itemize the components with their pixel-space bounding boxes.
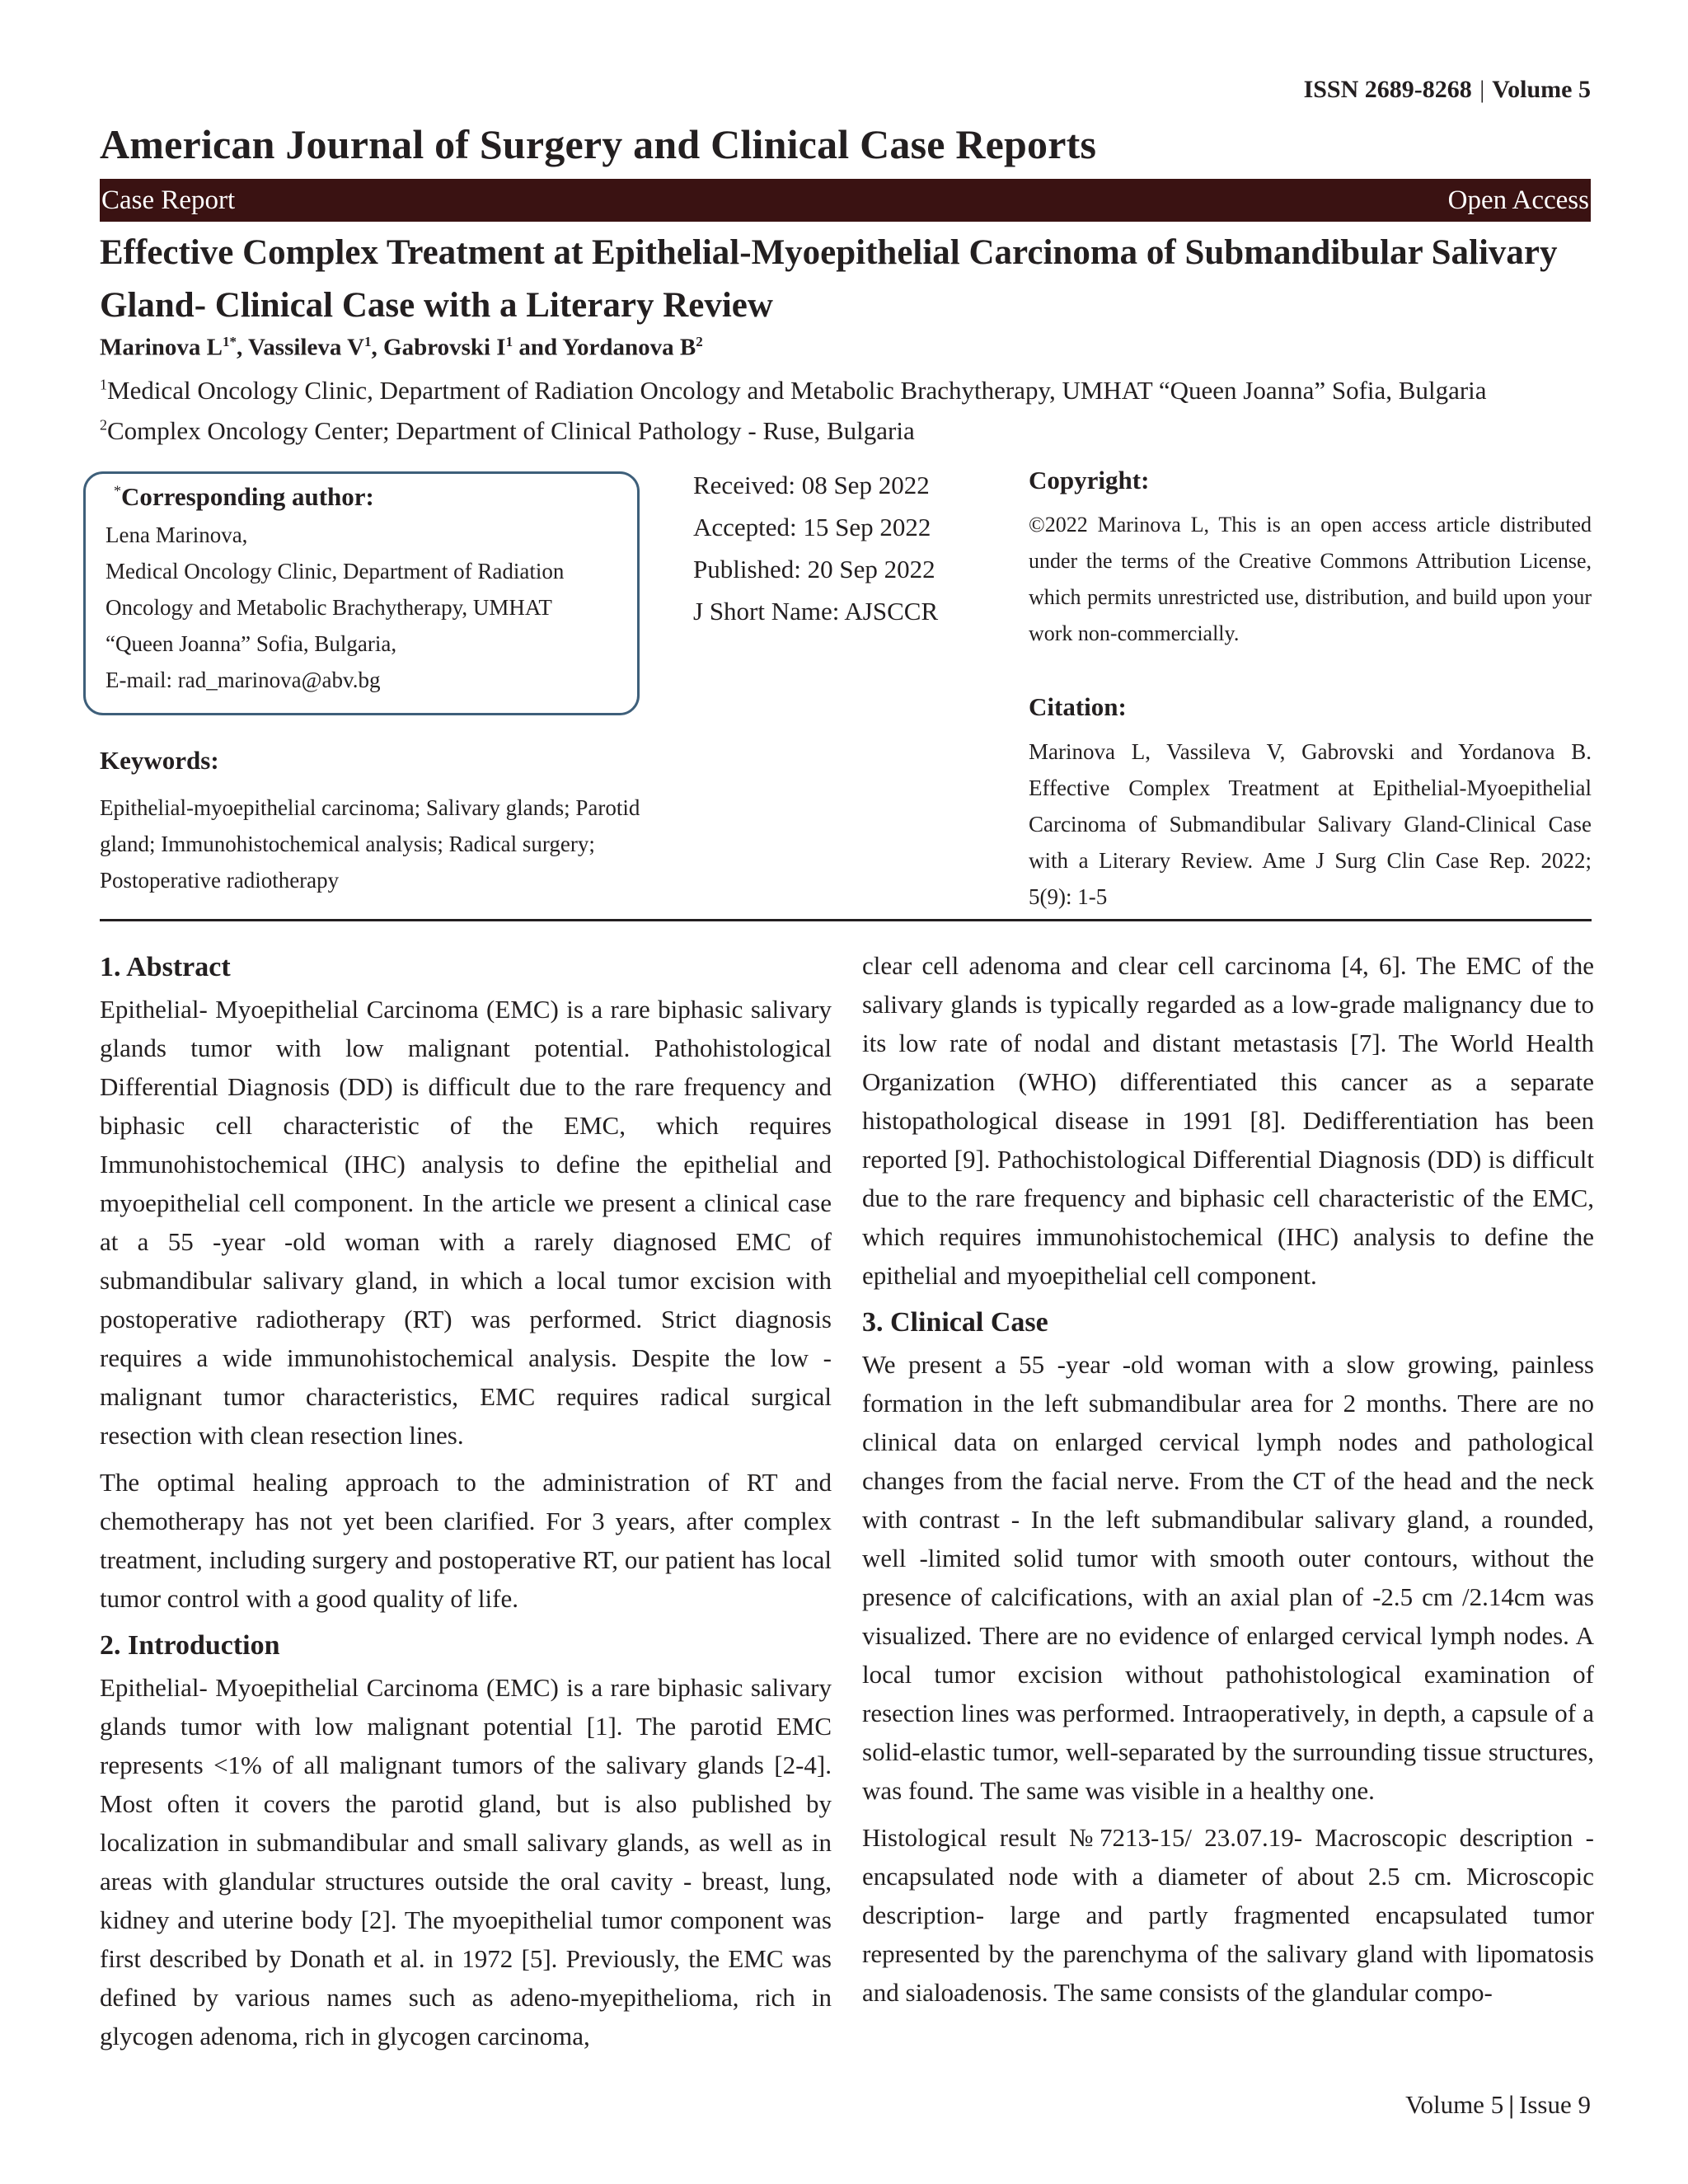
section-divider bbox=[100, 919, 1592, 921]
published-date: Published: 20 Sep 2022 bbox=[693, 555, 935, 583]
copyright-heading: Copyright: bbox=[1029, 466, 1150, 494]
abstract-paragraph: Epithelial- Myoepithelial Carcinoma (EMC) is a rare biphasic salivary glands tumor with low malignant potential. Pathohistological Differential Diagnosis (DD) is difficult due to the rare frequency and biphasic cell characteristic of the EMC, which requires Immunohistochemical (IHC) analysis to define the epithelial and myoepithelial cell component. In the article we present a clinical case at a 55 -year -old woman with a rarely diagnosed EMC of submandibular salivary gland, in which a local tumor excision with postoperative radiotherapy (RT) was performed. Strict diagnosis requires a wide immunohistochemical analysis. Despite the low -malignant tumor characteristics, EMC requires radical surgical resection with clean resection lines. bbox=[100, 995, 832, 1450]
author-name: Gabrovski I bbox=[383, 334, 506, 361]
clinical-case-paragraph: We present a 55 -year -old woman with a slow growing, painless formation in the left submandibular area for 2 months. There are no clinical data on enlarged cervical lymph nodes and pathological changes from the facial nerve. From the CT of the head and the neck with contrast - In the left submandibular salivary gland, a rounded, well -limited solid tumor with smooth outer contours, without the presence of calcifications, with an axial plan of -2.5 cm /2.14cm was visualized. There are no evidence of enlarged cervical lymph nodes. A local tumor excision without pathohistological examination of resection lines was performed. Intraoperatively, in depth, a capsule of a solid-elastic tumor, well-separated by the surrounding tissue structures, was found. The same was visible in a healthy one. bbox=[862, 1350, 1594, 1805]
corresponding-author-address-line: “Queen Joanna” Sofia, Bulgaria, bbox=[106, 631, 397, 656]
clinical-case-paragraph: Histological result №7213-15/ 23.07.19- Macroscopic description - encapsulated node with a diameter of about 2.5 cm. Microscopic description- large and partly fragmented encapsulated tumor represented by the parenchyma of the salivary gland with lipomatosis and sialoadenosis. The same consists of the glandular compo- bbox=[862, 1823, 1594, 2007]
author-affiliation-mark: 2 bbox=[696, 334, 703, 349]
issn-volume-header bbox=[1304, 76, 1591, 104]
abstract-heading: 1. Abstract bbox=[100, 952, 231, 982]
issn-number: ISSN 2689-8268 bbox=[1303, 76, 1472, 103]
journal-short-name: J Short Name: AJSCCR bbox=[693, 597, 939, 626]
footer-volume: Volume 5 bbox=[1405, 2090, 1504, 2119]
introduction-paragraph: Epithelial- Myoepithelial Carcinoma (EMC) is a rare biphasic salivary glands tumor with low malignant potential [1]. The parotid EMC represents <1% of all malignant tumors of the salivary glands [2-4]. Most often it covers the parotid gland, but is also published by localization in submandibular and small salivary glands, as well as in areas with glandular structures outside the oral cavity - breast, lung, kidney and uterine body [2]. The myoepithelial tumor component was first described by Donath et al. in 1972 [5]. Previously, the EMC was defined by various names such as adeno-myepithelioma, rich in glycogen adenoma, rich in glycogen carcinoma, bbox=[100, 1673, 832, 2050]
affiliation-mark: 1 bbox=[100, 376, 107, 393]
left-column bbox=[100, 948, 832, 2064]
corresponding-author-address-line: Oncology and Metabolic Brachytherapy, UMHAT bbox=[106, 595, 552, 620]
affiliation-mark: 2 bbox=[100, 416, 107, 434]
author-name: Vassileva V bbox=[248, 334, 365, 361]
asterisk-mark: * bbox=[114, 482, 121, 499]
keywords-heading: Keywords: bbox=[100, 746, 219, 775]
affiliation-text: Complex Oncology Center; Department of Clinical Pathology - Ruse, Bulgaria bbox=[107, 416, 915, 445]
right-column bbox=[862, 946, 1594, 2020]
open-access-label: Open Access bbox=[1447, 185, 1589, 215]
footer-issue: Issue 9 bbox=[1519, 2090, 1591, 2119]
author-name: Marinova L bbox=[100, 334, 223, 361]
page-footer bbox=[1405, 2090, 1591, 2120]
author-affiliation-mark: 1 bbox=[364, 334, 372, 349]
introduction-heading: 2. Introduction bbox=[100, 1630, 280, 1661]
journal-title: American Journal of Surgery and Clinical Case Reports bbox=[100, 121, 1097, 167]
affiliation-text: Medical Oncology Clinic, Department of Radiation Oncology and Metabolic Brachytherapy, UMHAT “Queen Joanna” Sofia, Bulgaria bbox=[107, 376, 1487, 405]
corresponding-author-email: E-mail: rad_marinova@abv.bg bbox=[106, 668, 381, 692]
footer-separator: | bbox=[1508, 2090, 1515, 2119]
corresponding-author-box bbox=[83, 471, 640, 715]
header-volume: Volume 5 bbox=[1492, 76, 1591, 103]
header-separator: | bbox=[1479, 76, 1485, 103]
citation-text: Marinova L, Vassileva V, Gabrovski and Yordanova B. Effective Complex Treatment at Epithelial-Myoepithelial Carcinoma of Submandibular Salivary Gland-Clinical Case with a Literary Review. Ame J Surg Clin Case Rep. 2022; 5(9): 1-5 bbox=[1029, 739, 1592, 909]
received-date: Received: 08 Sep 2022 bbox=[693, 471, 930, 499]
article-title: Effective Complex Treatment at Epithelial-Myoepithelial Carcinoma of Submandibular Salivary Gland- Clinical Case with a Literary Review bbox=[100, 233, 1558, 325]
article-type-bar bbox=[100, 179, 1591, 222]
corresponding-author-name: Lena Marinova, bbox=[106, 523, 248, 547]
corresponding-author-heading-text: Corresponding author: bbox=[121, 482, 374, 511]
author-name: Yordanova B bbox=[562, 334, 696, 361]
clinical-case-heading: 3. Clinical Case bbox=[862, 1307, 1048, 1338]
article-type-label: Case Report bbox=[101, 185, 236, 215]
author-affiliation-mark: 1 bbox=[505, 334, 513, 349]
citation-heading: Citation: bbox=[1029, 692, 1127, 721]
introduction-paragraph-continued: clear cell adenoma and clear cell carcinoma [4, 6]. The EMC of the salivary glands is typically regarded as a low-grade malignancy due to its low rate of nodal and distant metastasis [7]. The World Health Organization (WHO) differentiated this cancer as a separate histopathological disease in 1991 [8]. Dedifferentiation has been reported [9]. Pathochistological Differential Diagnosis (DD) is difficult due to the rare frequency and biphasic cell characteristic of the EMC, which requires immunohistochemical (IHC) analysis to define the epithelial and myoepithelial cell component. bbox=[862, 951, 1594, 1290]
affiliation-2 bbox=[100, 416, 915, 446]
author-affiliation-mark: 1* bbox=[223, 334, 237, 349]
accepted-date: Accepted: 15 Sep 2022 bbox=[693, 513, 931, 541]
abstract-paragraph: The optimal healing approach to the administration of RT and chemotherapy has not yet been clarified. For 3 years, after complex treatment, including surgery and postoperative RT, our patient has local tumor control with a good quality of life. bbox=[100, 1468, 832, 1613]
affiliation-1 bbox=[100, 376, 1487, 405]
corresponding-author-address-line: Medical Oncology Clinic, Department of Radiation bbox=[106, 559, 565, 583]
copyright-text: ©2022 Marinova L, This is an open access article distributed under the terms of the Creative Commons Attribution License, which permits unrestricted use, distribution, and build upon your work non-commercially. bbox=[1029, 513, 1592, 645]
article-dates bbox=[693, 464, 938, 632]
corresponding-author-heading bbox=[114, 482, 621, 512]
author-list: Marinova $L^{1*}$, Vassileva $V^1$, Gabrovski $I^1$ and Yordanova $B^2$ bbox=[100, 334, 703, 361]
keywords-text: Epithelial-myoepithelial carcinoma; Salivary glands; Parotid gland; Immunohistochemical analysis; Radical surgery; Postoperative radiotherapy bbox=[100, 795, 640, 893]
